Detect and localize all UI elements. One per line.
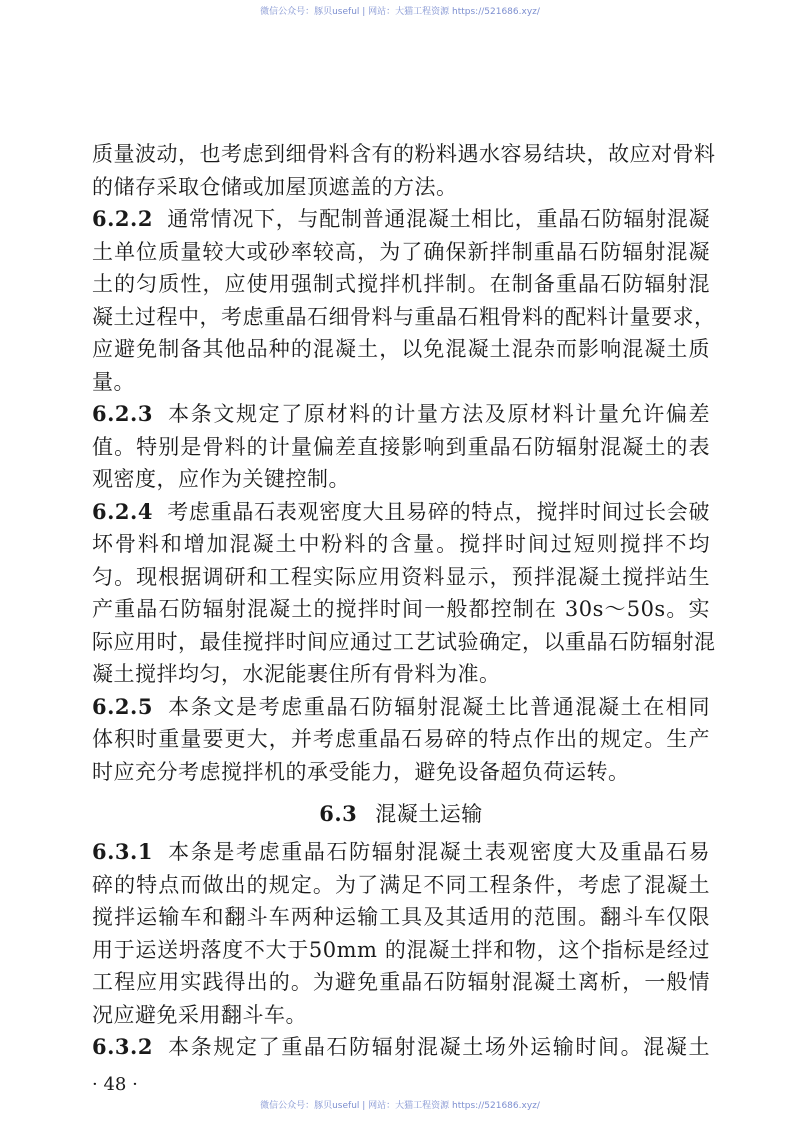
text-line (92, 171, 710, 204)
line-text: 土的匀质性，应使用强制式搅拌机拌制。在制备重晶石防辐射混 (92, 272, 710, 296)
line-text: 凝土过程中，考虑重晶石细骨料与重晶石粗骨料的配料计量要求， (92, 304, 716, 329)
text-line (92, 756, 710, 789)
line-text: 际应用时，最佳搅拌时间应通过工艺试验确定，以重晶石防辐射混 (92, 629, 716, 654)
section-heading (92, 792, 710, 836)
clause-number: 6.2.5 (92, 693, 153, 719)
text-line (92, 268, 710, 301)
text-line (92, 691, 710, 724)
clause-number: 6.3.2 (92, 1034, 153, 1059)
text-line (92, 934, 710, 967)
paragraph (92, 138, 716, 203)
text-line (92, 626, 716, 659)
line-text: 工程应用实践得出的。为避免重晶石防辐射混凝土离析，一般情 (92, 970, 710, 994)
text-line (92, 333, 710, 366)
clause-number: 6.2.2 (92, 206, 153, 231)
text-line (92, 431, 710, 464)
line-text: 值。特别是骨料的计量偏差直接影响到重晶石防辐射混凝土的表 (92, 434, 710, 459)
line-text: 搅拌运输车和翻斗车两种运输工具及其适用的范围。翻斗车仅限 (92, 905, 710, 929)
watermark-top: 微信公众号：豚贝useful | 网站：大猫工程资源 https://521686.xyz/ (260, 7, 540, 17)
text-line (92, 138, 716, 171)
text-line (92, 1031, 710, 1064)
line-text: 土单位质量较大或砂率较高，为了确保新拌制重晶石防辐射混凝 (92, 239, 710, 264)
text-line (92, 203, 710, 236)
text-line (92, 366, 710, 399)
text-line (92, 398, 710, 431)
text-line (92, 836, 710, 869)
line-text: 观密度，应作为关键控制。 (92, 467, 350, 491)
document-body (92, 138, 716, 1064)
text-line (92, 901, 710, 934)
watermark-bottom: 微信公众号：豚贝useful | 网站：大猫工程资源 https://521686.xyz/ (260, 1101, 540, 1111)
text-line (92, 658, 710, 691)
text-line (92, 463, 710, 496)
text-line (92, 561, 710, 594)
line-text: 本条文规定了原材料的计量方法及原材料计量允许偏差 (166, 402, 710, 426)
section-number: 6.3 (319, 801, 358, 826)
line-text: 本条文是考虑重晶石防辐射混凝土比普通混凝土在相同 (166, 694, 710, 719)
text-line (92, 723, 710, 756)
line-text: 体积时重量要更大，并考虑重晶石易碎的特点作出的规定。生产 (92, 727, 710, 751)
line-text: 量。 (92, 369, 135, 394)
line-text: 通常情况下，与配制普通混凝土相比，重晶石防辐射混凝 (166, 207, 710, 231)
paragraph (92, 1031, 710, 1064)
line-text: 应避免制备其他品种的混凝土，以免混凝土混杂而影响混凝土质 (92, 337, 710, 361)
text-line (92, 966, 710, 999)
line-text: 质量波动，也考虑到细骨料含有的粉料遇水容易结块，故应对骨料 (92, 142, 716, 166)
paragraph (92, 691, 710, 789)
line-text: 本条规定了重晶石防辐射混凝土场外运输时间。混凝土 (166, 1035, 710, 1059)
line-text: 况应避免采用翻斗车。 (92, 1002, 307, 1027)
text-line (92, 869, 710, 902)
line-text: 产重晶石防辐射混凝土的搅拌时间一般都控制在 30s～50s。实 (92, 597, 710, 621)
paragraph (92, 496, 716, 691)
line-text: 本条是考虑重晶石防辐射混凝土表观密度大及重晶石易 (166, 840, 710, 864)
text-line (92, 496, 710, 529)
line-text: 坏骨料和增加混凝土中粉料的含量。搅拌时间过短则搅拌不均 (92, 532, 710, 556)
section-title: 混凝土运输 (375, 802, 483, 826)
clause-number: 6.2.3 (92, 401, 153, 426)
line-text: 的储存采取仓储或加屋顶遮盖的方法。 (92, 174, 458, 199)
text-line (92, 301, 716, 334)
paragraph (92, 398, 710, 496)
paragraph (92, 203, 716, 398)
line-text: 匀。现根据调研和工程实际应用资料显示，预拌混凝土搅拌站生 (92, 564, 710, 589)
clause-number: 6.3.1 (92, 839, 153, 864)
text-line (92, 236, 710, 269)
text-line (92, 528, 710, 561)
line-text: 用于运送坍落度不大于50mm 的混凝土拌和物，这个指标是经过 (92, 937, 710, 962)
clause-number: 6.2.4 (92, 498, 153, 524)
text-line (92, 999, 710, 1032)
text-line (92, 593, 710, 626)
paragraph (92, 836, 710, 1031)
line-text: 时应充分考虑搅拌机的承受能力，避免设备超负荷运转。 (92, 759, 630, 784)
page-number: · 48 · (92, 1074, 138, 1095)
line-text: 凝土搅拌均匀，水泥能裹住所有骨料为准。 (92, 662, 501, 686)
line-text: 考虑重晶石表观密度大且易碎的特点，搅拌时间过长会破 (166, 499, 710, 524)
line-text: 碎的特点而做出的规定。为了满足不同工程条件，考虑了混凝土 (92, 872, 710, 897)
